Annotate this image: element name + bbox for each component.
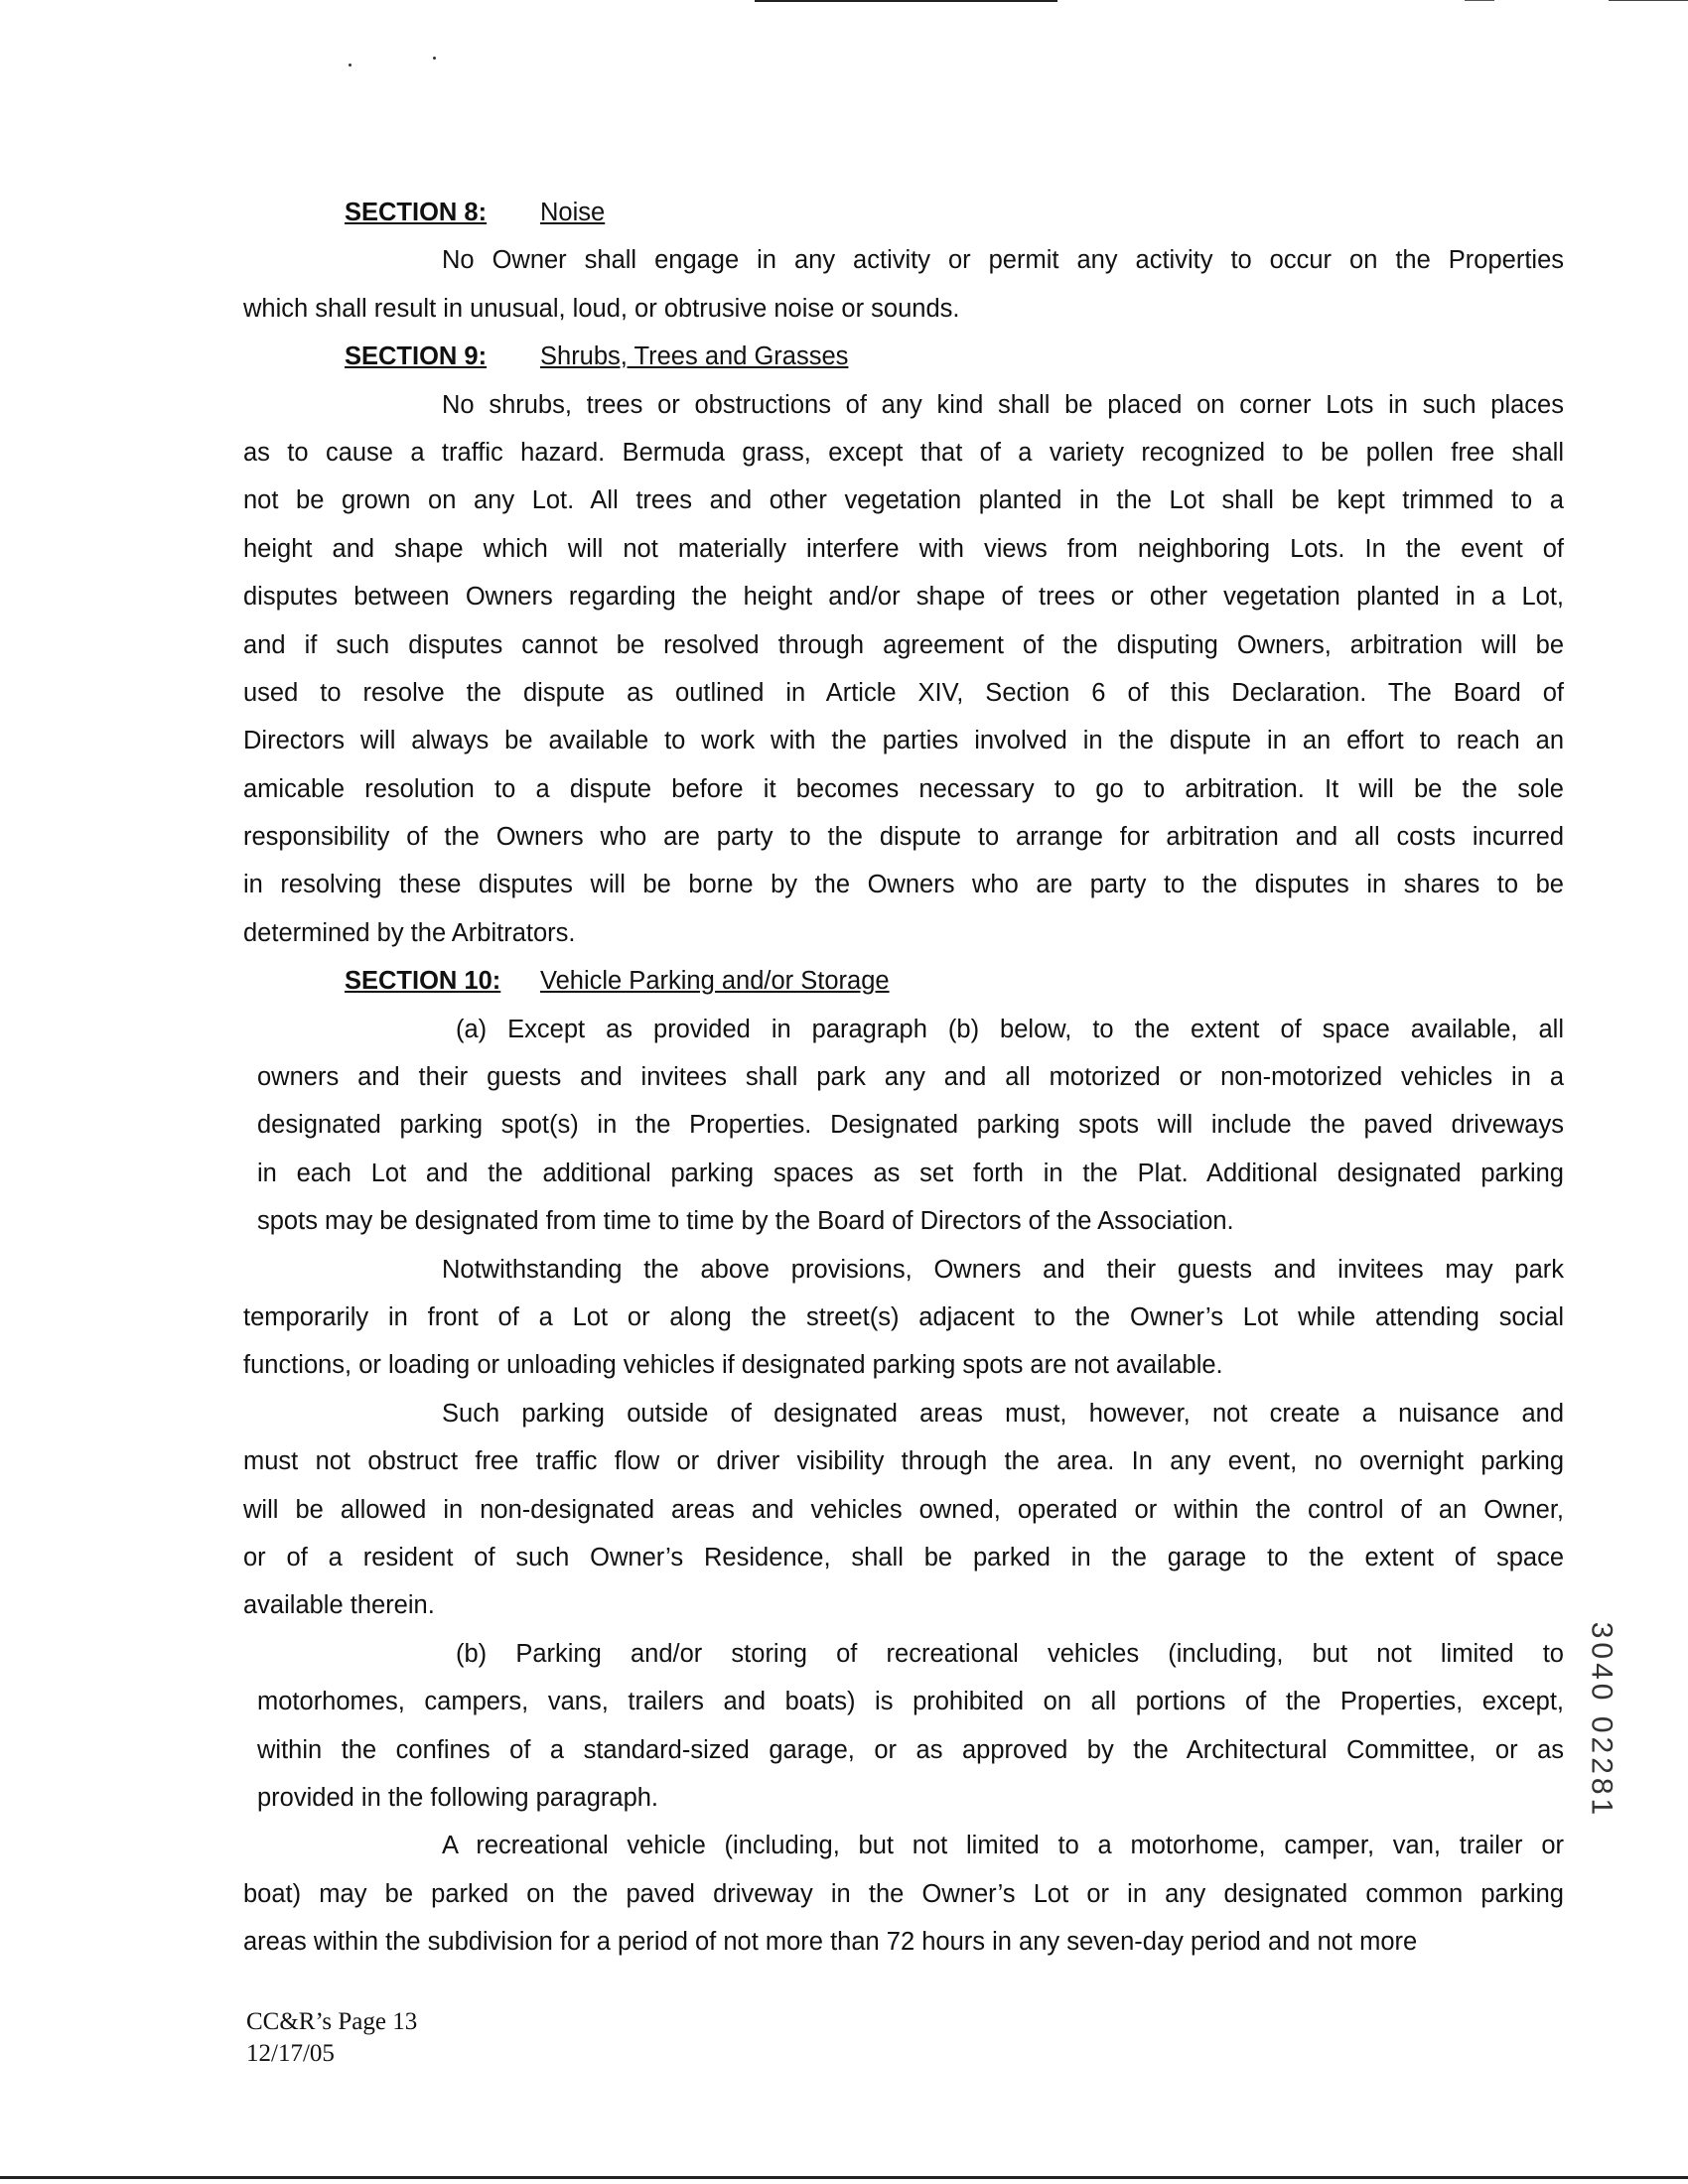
text-line: in resolving these disputes will be borne by the Owners who are party to the disputes in shares to be [243, 871, 1564, 899]
text-line: No Owner shall engage in any activity or permit any activity to occur on the Properties [442, 246, 1564, 275]
paragraph [243, 1390, 1564, 1630]
scan-top-right-line [1609, 0, 1688, 1]
text-line: in each Lot and the additional parking spaces as set forth in the Plat. Additional designated parking [257, 1159, 1564, 1187]
text-line: functions, or loading or unloading vehicles if designated parking spots are not available. [243, 1351, 1223, 1380]
text-line: within the confines of a standard-sized garage, or as approved by the Architectural Committee, or as [257, 1735, 1564, 1764]
text-line: (a) Except as provided in paragraph (b) below, to the extent of space available, all [456, 1015, 1564, 1043]
scan-speck [433, 57, 436, 60]
text-line: Directors will always be available to work with the parties involved in the dispute in an effort to reach an [243, 727, 1564, 755]
text-line: used to resolve the dispute as outlined in Article XIV, Section 6 of this Declaration. The Board of [243, 678, 1564, 707]
section-number: SECTION 9: [345, 342, 488, 371]
scan-speck [349, 64, 352, 67]
scan-bottom-line [0, 2176, 1688, 2179]
text-line: or of a resident of such Owner’s Residence, shall be parked in the garage to the extent of space [243, 1543, 1564, 1571]
paragraph [243, 381, 1564, 958]
text-line: temporarily in front of a Lot or along the street(s) adjacent to the Owner’s Lot while attending social [243, 1302, 1564, 1331]
stamp-number: 3040 02281 [1585, 1621, 1618, 1819]
text-line: Such parking outside of designated areas must, however, not create a nuisance and [442, 1399, 1564, 1428]
section-title: Noise [540, 199, 606, 226]
section-heading [243, 189, 1564, 236]
text-line: which shall result in unusual, loud, or obtrusive noise or sounds. [243, 294, 960, 323]
text-line: areas within the subdivision for a period of not more than 72 hours in any seven-day period and not more [243, 1928, 1418, 1957]
text-line: (b) Parking and/or storing of recreational vehicles (including, but not limited to [456, 1639, 1564, 1668]
text-line: A recreational vehicle (including, but not limited to a motorhome, camper, van, trailer or [442, 1832, 1564, 1860]
document-body [243, 189, 1564, 1966]
footer-page-label: CC&R’s Page 13 [246, 2008, 418, 2035]
text-line: as to cause a traffic hazard. Bermuda grass, except that of a variety recognized to be pollen free shall [243, 438, 1564, 467]
text-line: not be grown on any Lot. All trees and other vegetation planted in the Lot shall be kept trimmed to a [243, 486, 1564, 515]
paragraph [243, 1822, 1564, 1966]
document-number-stamp [1581, 1593, 1620, 1846]
section-heading [243, 333, 1564, 380]
text-line: height and shape which will not materially interfere with views from neighboring Lots. In the event of [243, 534, 1564, 563]
section-number: SECTION 8: [345, 199, 488, 226]
footer-date: 12/17/05 [246, 2040, 335, 2067]
text-line: boat) may be parked on the paved driveway in the Owner’s Lot or in any designated common parking [243, 1879, 1564, 1908]
text-line: available therein. [243, 1591, 435, 1620]
scan-top-line [755, 0, 1057, 2]
scan-top-mark [1465, 0, 1494, 1]
text-line: designated parking spot(s) in the Properties. Designated parking spots will include the paved driveways [257, 1111, 1564, 1140]
text-line: disputes between Owners regarding the height and/or shape of trees or other vegetation planted in a Lot, [243, 583, 1564, 612]
paragraph [243, 236, 1564, 333]
text-line: spots may be designated from time to time by the Board of Directors of the Association. [257, 1207, 1234, 1236]
text-line: will be allowed in non-designated areas and vehicles owned, operated or within the control of an Owner, [243, 1495, 1564, 1524]
text-line: responsibility of the Owners who are party to the dispute to arrange for arbitration and all costs incurred [243, 823, 1564, 852]
page-footer [246, 2006, 417, 2070]
text-line: owners and their guests and invitees shall park any and all motorized or non-motorized vehicles in a [257, 1063, 1564, 1092]
text-line: determined by the Arbitrators. [243, 918, 576, 947]
text-line: and if such disputes cannot be resolved through agreement of the disputing Owners, arbitration will be [243, 630, 1564, 659]
text-line: No shrubs, trees or obstructions of any kind shall be placed on corner Lots in such places [442, 390, 1564, 419]
text-line: motorhomes, campers, vans, trailers and boats) is prohibited on all portions of the Properties, except, [257, 1688, 1564, 1716]
section-number: SECTION 10: [345, 967, 501, 996]
text-line: amicable resolution to a dispute before it becomes necessary to go to arbitration. It will be the sole [243, 774, 1564, 803]
section-title: Vehicle Parking and/or Storage [540, 967, 890, 996]
paragraph [243, 1630, 1564, 1823]
section-heading [243, 957, 1564, 1005]
paragraph [243, 1246, 1564, 1390]
text-line: provided in the following paragraph. [257, 1783, 659, 1812]
paragraph [243, 1006, 1564, 1246]
section-title: Shrubs, Trees and Grasses [540, 342, 849, 371]
text-line: must not obstruct free traffic flow or driver visibility through the area. In any event, no overnight parking [243, 1447, 1564, 1476]
text-line: Notwithstanding the above provisions, Owners and their guests and invitees may park [442, 1255, 1564, 1284]
